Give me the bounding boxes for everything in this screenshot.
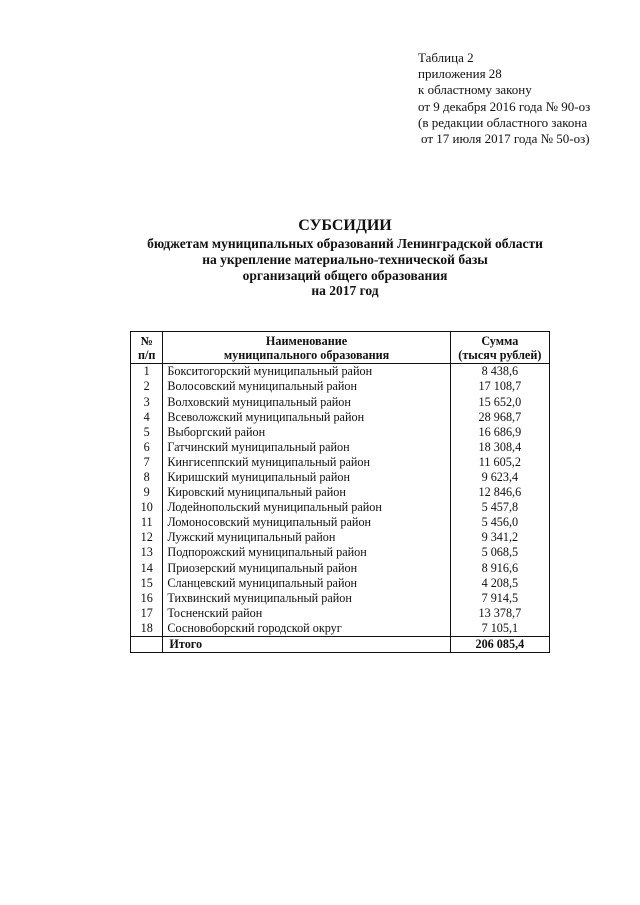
row-sum: 4 208,5 xyxy=(450,575,549,590)
row-number: 2 xyxy=(131,379,163,394)
row-municipality: Лодейнопольский муниципальный район xyxy=(163,500,450,515)
title-line-3: на укрепление материально-технической базы xyxy=(202,251,488,267)
header-name-line-1: Наименование xyxy=(265,334,348,348)
row-municipality: Сланцевский муниципальный район xyxy=(163,575,450,590)
table-row xyxy=(131,364,550,380)
row-sum: 8 438,6 xyxy=(450,364,549,380)
row-sum: 12 846,6 xyxy=(450,485,549,500)
row-municipality: Гатчинский муниципальный район xyxy=(163,439,450,454)
row-number: 9 xyxy=(131,485,163,500)
row-municipality: Волховский муниципальный район xyxy=(163,394,450,409)
table-row xyxy=(131,379,550,394)
row-number: 7 xyxy=(131,455,163,470)
law-date: от 9 декабря 2016 года № 90-оз xyxy=(418,98,591,114)
row-number: 13 xyxy=(131,545,163,560)
table-header xyxy=(131,332,550,364)
row-municipality: Бокситогорский муниципальный район xyxy=(163,364,450,380)
row-number: 1 xyxy=(131,364,163,380)
row-sum: 8 916,6 xyxy=(450,560,549,575)
amendment-reference: (в редакции областного закона xyxy=(418,114,588,130)
row-municipality: Выборгский район xyxy=(163,424,450,439)
row-number: 15 xyxy=(131,575,163,590)
header-name-line-2: муниципального образования xyxy=(223,347,390,362)
row-number: 16 xyxy=(131,590,163,605)
row-sum: 9 623,4 xyxy=(450,470,549,485)
row-number: 17 xyxy=(131,606,163,621)
row-number: 14 xyxy=(131,560,163,575)
row-number: 8 xyxy=(131,470,163,485)
header-number xyxy=(131,332,163,364)
row-municipality: Киришский муниципальный район xyxy=(163,470,450,485)
row-municipality: Тосненский район xyxy=(163,606,450,621)
row-sum: 17 108,7 xyxy=(450,379,549,394)
law-reference: к областному закону xyxy=(418,82,532,98)
row-municipality: Сосновоборский городской округ xyxy=(163,621,450,637)
row-number: 3 xyxy=(131,394,163,409)
header-number-line-2: п/п xyxy=(137,347,156,362)
appendix-number: приложения 28 xyxy=(418,66,502,82)
table-row xyxy=(131,455,550,470)
table-row xyxy=(131,560,550,575)
row-municipality: Ломоносовский муниципальный район xyxy=(163,515,450,530)
row-sum: 9 341,2 xyxy=(450,530,549,545)
table-row xyxy=(131,606,550,621)
row-number: 5 xyxy=(131,424,163,439)
row-municipality: Кировский муниципальный район xyxy=(163,485,450,500)
title-line-5: на 2017 год xyxy=(311,283,379,299)
row-municipality: Приозерский муниципальный район xyxy=(163,560,450,575)
title-line-2: бюджетам муниципальных образований Ленинградской области xyxy=(147,236,543,251)
table-row xyxy=(131,394,550,409)
row-municipality: Лужский муниципальный район xyxy=(163,530,450,545)
amendment-date: от 17 июля 2017 года № 50-оз) xyxy=(421,131,590,147)
total-row xyxy=(131,636,550,652)
header-sum-line-1: Сумма xyxy=(481,334,519,348)
table-row xyxy=(131,439,550,454)
total-sum: 206 085,4 xyxy=(450,636,549,652)
table-body xyxy=(131,364,550,653)
title-main: СУБСИДИИ xyxy=(298,217,392,234)
total-number-cell xyxy=(131,636,163,652)
row-number: 4 xyxy=(131,409,163,424)
table-row xyxy=(131,590,550,605)
row-sum: 18 308,4 xyxy=(450,439,549,454)
row-number: 18 xyxy=(131,621,163,637)
row-municipality: Всеволожский муниципальный район xyxy=(163,409,450,424)
table-number: Таблица 2 xyxy=(418,50,474,65)
row-sum: 11 605,2 xyxy=(450,455,549,470)
row-sum: 5 068,5 xyxy=(450,545,549,560)
title-line-4: организаций общего образования xyxy=(242,267,448,283)
table-row xyxy=(131,575,550,590)
row-municipality: Кингисеппский муниципальный район xyxy=(163,455,450,470)
row-sum: 28 968,7 xyxy=(450,409,549,424)
header-number-line-1: № xyxy=(140,334,153,348)
table-row xyxy=(131,621,550,637)
row-sum: 5 457,8 xyxy=(450,500,549,515)
row-number: 11 xyxy=(131,515,163,530)
table-row xyxy=(131,530,550,545)
total-label: Итого xyxy=(163,636,450,652)
row-number: 10 xyxy=(131,500,163,515)
header-sum-line-2: (тысяч рублей) xyxy=(458,347,542,362)
row-sum: 15 652,0 xyxy=(450,394,549,409)
appendix-reference xyxy=(418,50,590,147)
table-row xyxy=(131,485,550,500)
header-sum xyxy=(450,332,549,364)
document-title xyxy=(120,216,570,299)
row-municipality: Волосовский муниципальный район xyxy=(163,379,450,394)
table-row xyxy=(131,470,550,485)
row-sum: 13 378,7 xyxy=(450,606,549,621)
table-row xyxy=(131,424,550,439)
table-header-row xyxy=(131,332,550,364)
row-municipality: Тихвинский муниципальный район xyxy=(163,590,450,605)
subsidy-table xyxy=(130,331,550,653)
table-row xyxy=(131,409,550,424)
header-name xyxy=(163,332,450,364)
row-number: 6 xyxy=(131,439,163,454)
table-row xyxy=(131,515,550,530)
row-number: 12 xyxy=(131,530,163,545)
table-row xyxy=(131,500,550,515)
row-sum: 16 686,9 xyxy=(450,424,549,439)
row-municipality: Подпорожский муниципальный район xyxy=(163,545,450,560)
row-sum: 7 105,1 xyxy=(450,621,549,637)
row-sum: 7 914,5 xyxy=(450,590,549,605)
row-sum: 5 456,0 xyxy=(450,515,549,530)
table-row xyxy=(131,545,550,560)
